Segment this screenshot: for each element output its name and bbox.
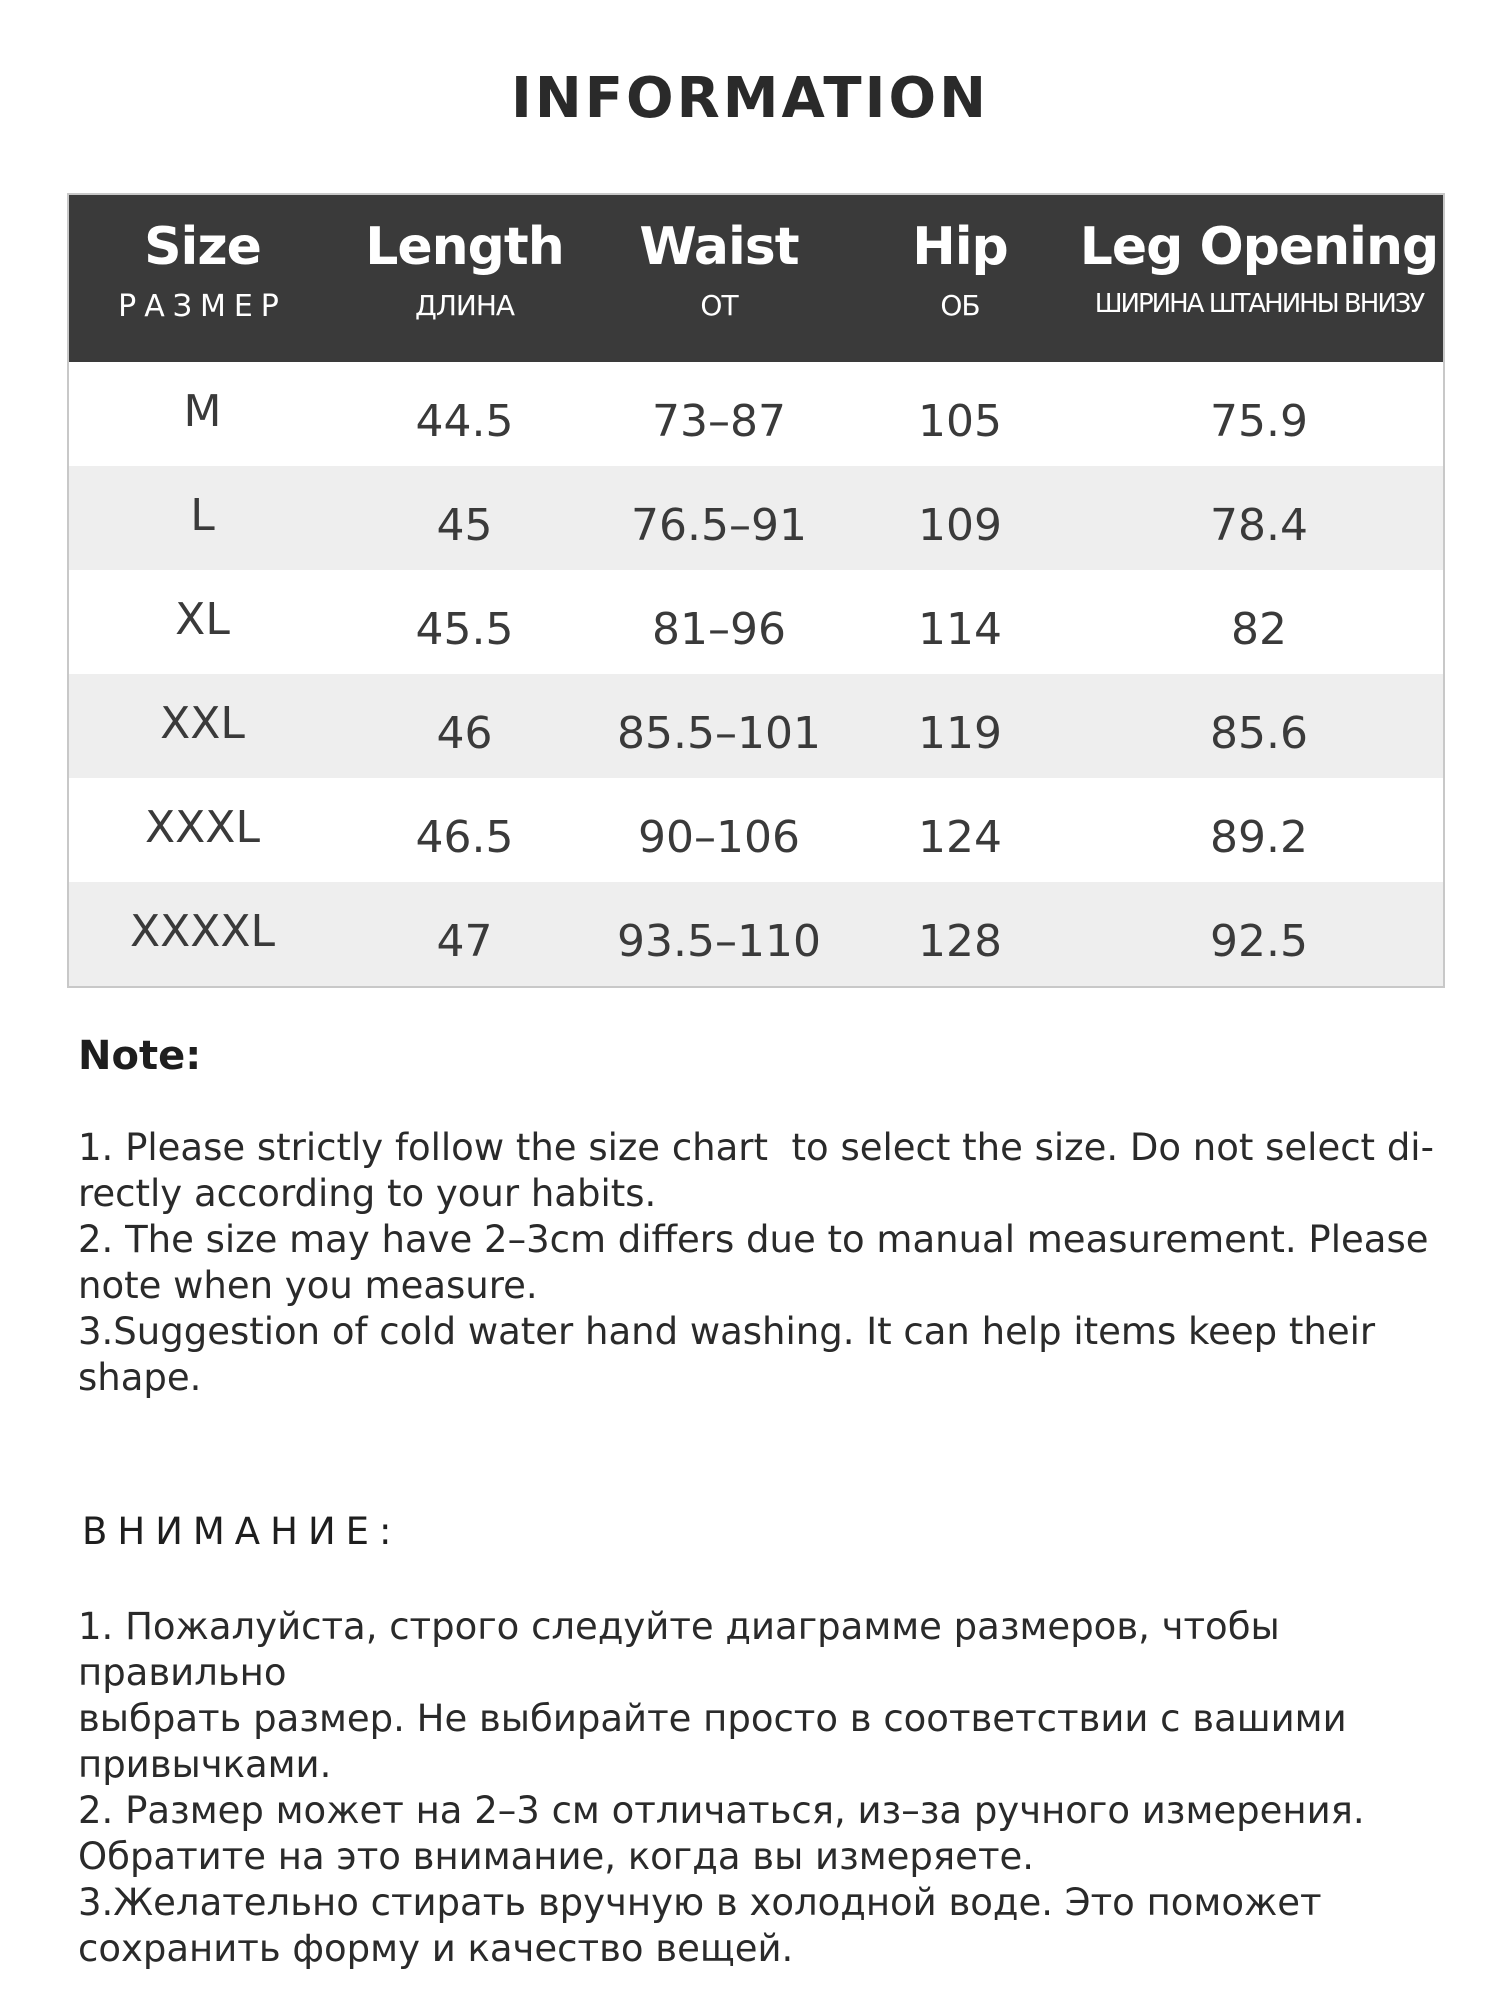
- note-text-en: [78, 1125, 1438, 1401]
- size-chart-table: [67, 193, 1445, 988]
- cell-waist: 93.5–110: [617, 916, 821, 967]
- note-line-ru: выбрать размер. Не выбирайте просто в соответствии с вашими: [78, 1697, 1347, 1740]
- note-line: 3.Suggestion of cold water hand washing. It can help items keep their: [78, 1310, 1376, 1353]
- cell-length: 46: [436, 708, 493, 759]
- header-leg-opening: [1075, 195, 1443, 362]
- cell-hip: 105: [918, 396, 1002, 447]
- cell-size: XXL: [160, 698, 245, 749]
- table-row: [69, 674, 1443, 778]
- table-row: [69, 570, 1443, 674]
- header-length-ru: ДЛИНА: [414, 289, 515, 322]
- cell-length: 45: [436, 500, 493, 551]
- note-line-ru: привычками.: [78, 1743, 332, 1786]
- cell-leg-opening: 92.5: [1210, 916, 1308, 967]
- table-row: [69, 778, 1443, 882]
- note-text-ru: [78, 1604, 1438, 1972]
- note-line: 2. The size may have 2–3cm differs due to manual measurement. Please: [78, 1218, 1429, 1261]
- cell-hip: 114: [918, 604, 1002, 655]
- cell-waist: 76.5–91: [631, 500, 807, 551]
- note-line: note when you measure.: [78, 1264, 538, 1307]
- cell-length: 46.5: [415, 812, 514, 863]
- note-line-ru: 3.Желательно стирать вручную в холодной воде. Это поможет: [78, 1881, 1322, 1924]
- header-leg-opening-ru: ШИРИНА ШТАНИНЫ ВНИЗУ: [1094, 289, 1424, 319]
- header-waist: [593, 195, 845, 362]
- header-waist-en: Waist: [639, 217, 799, 277]
- note-line-ru: 2. Размер может на 2–3 см отличаться, из–за ручного измерения.: [78, 1789, 1365, 1832]
- cell-leg-opening: 89.2: [1210, 812, 1308, 863]
- header-size-ru: РАЗМЕР: [118, 289, 287, 324]
- cell-leg-opening: 82: [1231, 604, 1287, 655]
- header-hip: [845, 195, 1075, 362]
- header-size-en: Size: [144, 217, 261, 277]
- note-line: rectly according to your habits.: [78, 1172, 657, 1215]
- header-size: [69, 195, 336, 362]
- page-title: INFORMATION: [511, 66, 989, 131]
- cell-length: 47: [436, 916, 493, 967]
- header-leg-opening-en: Leg Opening: [1079, 217, 1439, 277]
- cell-size: L: [190, 490, 215, 541]
- cell-hip: 109: [918, 500, 1002, 551]
- cell-length: 45.5: [415, 604, 514, 655]
- note-line: 1. Please strictly follow the size chart to select the size. Do not select di-: [78, 1126, 1434, 1169]
- header-length-en: Length: [365, 217, 564, 277]
- cell-size: XL: [175, 594, 230, 645]
- cell-waist: 90–106: [638, 812, 800, 863]
- cell-leg-opening: 75.9: [1210, 396, 1308, 447]
- cell-waist: 81–96: [652, 604, 786, 655]
- cell-size: M: [183, 386, 222, 437]
- header-waist-ru: ОТ: [700, 289, 738, 322]
- note-line-ru: 1. Пожалуйста, строго следуйте диаграмме размеров, чтобы правильно: [78, 1605, 1292, 1694]
- table-row: [69, 466, 1443, 570]
- cell-hip: 124: [918, 812, 1002, 863]
- cell-leg-opening: 78.4: [1210, 500, 1308, 551]
- cell-size: XXXXL: [129, 906, 276, 957]
- cell-size: XXXL: [145, 802, 260, 853]
- header-length: [336, 195, 593, 362]
- cell-hip: 119: [918, 708, 1002, 759]
- cell-length: 44.5: [415, 396, 514, 447]
- header-hip-en: Hip: [912, 217, 1008, 277]
- note-line: shape.: [78, 1356, 202, 1399]
- note-heading: Note:: [78, 1033, 202, 1079]
- note-line-ru: Обратите на это внимание, когда вы измеряете.: [78, 1835, 1035, 1878]
- table-row: [69, 882, 1443, 986]
- cell-leg-opening: 85.6: [1210, 708, 1308, 759]
- cell-hip: 128: [918, 916, 1002, 967]
- note-heading-ru: ВНИМАНИЕ:: [82, 1510, 402, 1553]
- cell-waist: 73–87: [652, 396, 786, 447]
- header-hip-ru: ОБ: [940, 289, 980, 322]
- table-row: [69, 362, 1443, 466]
- cell-waist: 85.5–101: [617, 708, 821, 759]
- note-line-ru: сохранить форму и качество вещей.: [78, 1927, 794, 1970]
- table-header: [69, 195, 1443, 362]
